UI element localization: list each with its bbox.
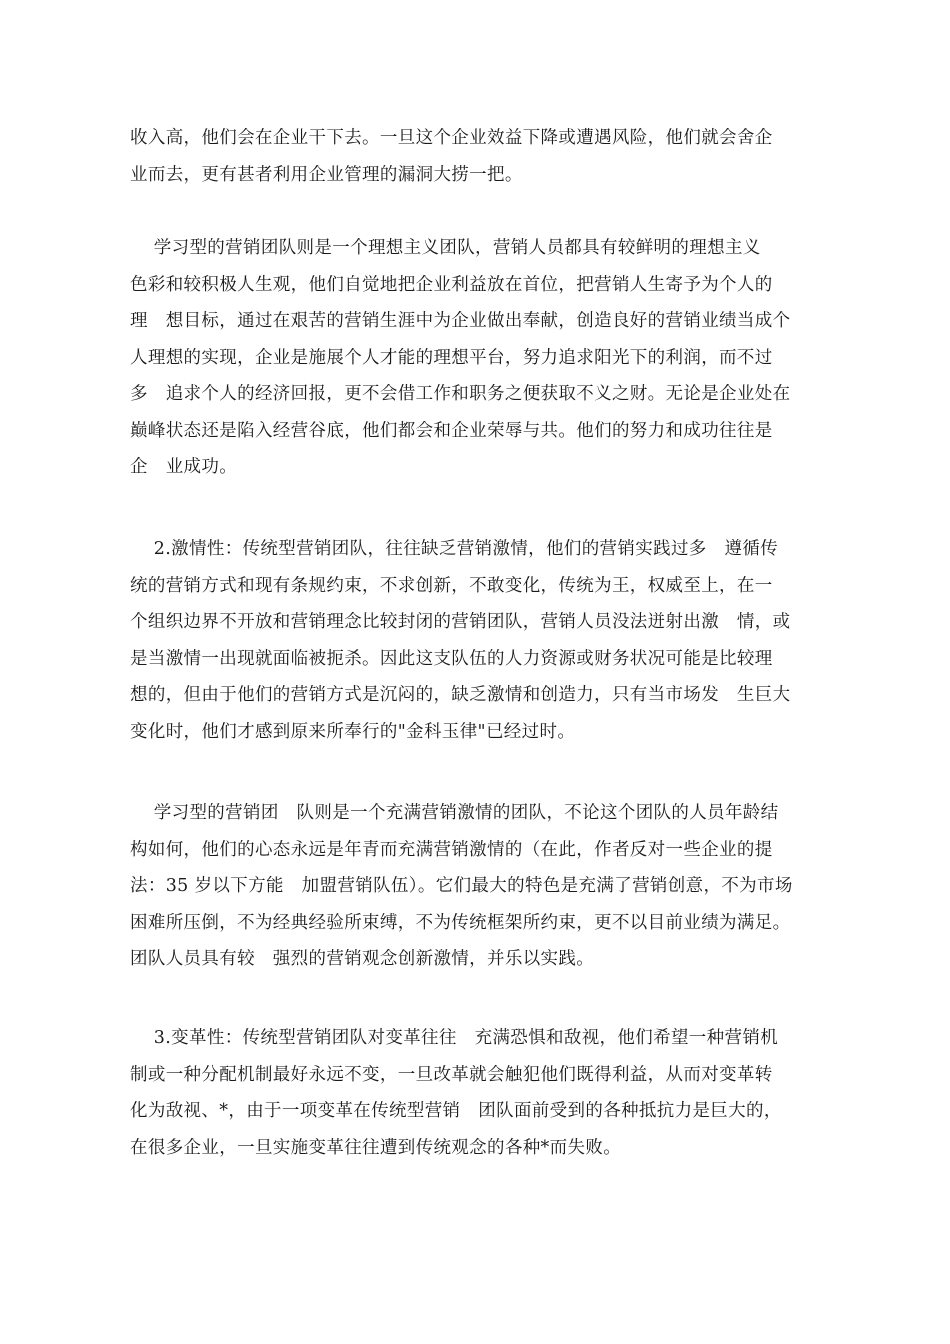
text-line: 人理想的实现，企业是施展个人才能的理想平台，努力追求阳光下的利润，而不过 <box>130 347 773 368</box>
text-line: 多 追求个人的经济回报，更不会借工作和职务之便获取不义之财。无论是企业处在 <box>130 384 791 404</box>
text-line: 学习型的营销团 队则是一个充满营销激情的团队，不论这个团队的人员年龄结 <box>130 803 779 823</box>
text-line: 3.变革性：传统型营销团队对变革往往 充满恐惧和敌视，他们希望一种营销机 <box>130 1028 779 1048</box>
text-line: 企 业成功。 <box>130 457 238 477</box>
text-line: 困难所压倒，不为经典经验所束缚，不为传统框架所约束，更不以目前业绩为满足。 <box>130 912 791 933</box>
text-line: 学习型的营销团队则是一个理想主义团队，营销人员都具有较鲜明的理想主义 <box>130 238 761 258</box>
text-line: 巅峰状态还是陷入经营谷底，他们都会和企业荣辱与共。他们的努力和成功往往是 <box>130 420 773 441</box>
text-line: 构如何，他们的心态永远是年青而充满营销激情的（在此，作者反对一些企业的提 <box>130 839 773 860</box>
text-line: 理 想目标，通过在艰苦的营销生涯中为企业做出奉献，创造良好的营销业绩当成个 <box>130 311 791 331</box>
text-line: 化为敌视、*，由于一项变革在传统型营销 团队面前受到的各种抵抗力是巨大的， <box>130 1101 782 1121</box>
text-line: 想的，但由于他们的营销方式是沉闷的，缺乏激情和创造力，只有当市场发 生巨大 <box>130 685 791 705</box>
text-line: 2.激情性：传统型营销团队，往往缺乏营销激情，他们的营销实践过多 遵循传 <box>130 539 779 559</box>
text-line: 制或一种分配机制最好永远不变，一旦改革就会触犯他们既得利益，从而对变革转 <box>130 1064 773 1085</box>
text-line: 变化时，他们才感到原来所奉行的"金科玉律"已经过时。 <box>130 721 576 742</box>
text-line: 统的营销方式和现有条规约束，不求创新，不敢变化，传统为王，权威至上，在一 <box>130 575 773 596</box>
text-line: 团队人员具有较 强烈的营销观念创新激情，并乐以实践。 <box>130 949 595 969</box>
text-line: 个组织边界不开放和营销理念比较封闭的营销团队，营销人员没法迸射出激 情，或 <box>130 612 791 632</box>
text-line: 在很多企业，一旦实施变革往往遭到传统观念的各种*而失败。 <box>130 1137 622 1158</box>
text-line: 收入高，他们会在企业干下去。一旦这个企业效益下降或遭遇风险，他们就会舍企 <box>130 128 773 148</box>
paragraph-1 <box>130 120 840 193</box>
text-line: 是当激情一出现就面临被扼杀。因此这支队伍的人力资源或财务状况可能是比较理 <box>130 648 773 669</box>
paragraph-2 <box>130 230 840 486</box>
paragraph-5 <box>130 1020 840 1166</box>
text-line: 色彩和较积极人生观，他们自觉地把企业利益放在首位，把营销人生寄予为个人的 <box>130 274 773 295</box>
paragraph-4 <box>130 795 840 978</box>
text-line: 法：35 岁以下方能 加盟营销队伍）。它们最大的特色是充满了营销创意，不为市场 <box>130 876 793 896</box>
paragraph-3 <box>130 531 840 750</box>
text-line: 业而去，更有甚者利用企业管理的漏洞大捞一把。 <box>130 164 523 185</box>
